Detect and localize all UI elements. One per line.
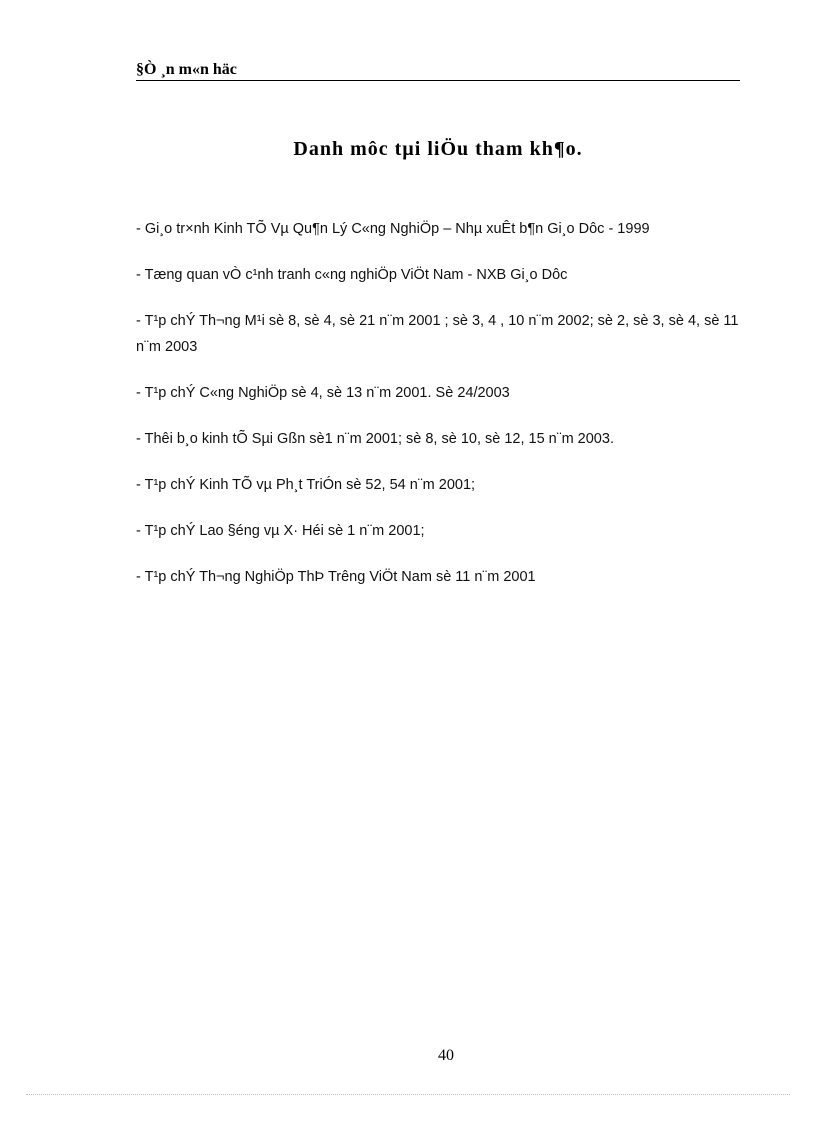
page-bottom-divider <box>26 1094 790 1095</box>
running-header: §Ò ¸n m«n häc <box>136 60 740 81</box>
reference-item: - Gi¸o tr×nh Kinh TÕ Vµ Qu¶n Lý C«ng NghiÖp – Nhµ xuÊt b¶n Gi¸o Dôc - 1999 <box>136 221 650 237</box>
reference-item: - T¹p chÝ C«ng NghiÖp sè 4, sè 13 n¨m 2001. Sè 24/2003 <box>136 385 510 401</box>
reference-item: - T¹p chÝ Lao §éng vµ X· Héi sè 1 n¨m 2001; <box>136 523 425 539</box>
reference-list <box>136 216 740 610</box>
page-number: 40 <box>438 1047 454 1064</box>
reference-item: - Tæng quan vÒ c¹nh tranh c«ng nghiÖp ViÖt Nam - NXB Gi¸o Dôc <box>136 267 568 283</box>
reference-item: - T¹p chÝ Th¬ng NghiÖp ThÞ Trêng ViÖt Nam sè 11 n¨m 2001 <box>136 569 536 585</box>
reference-item: - T¹p chÝ Th¬ng M¹i sè 8, sè 4, sè 21 n¨m 2001 ; sè 3, 4 , 10 n¨m 2002; sè 2, sè 3, sè 4, sè 11 n¨m 2003 <box>136 313 739 355</box>
reference-item: - Thêi b¸o kinh tÕ Sµi Gßn sè1 n¨m 2001; sè 8, sè 10, sè 12, 15 n¨m 2003. <box>136 431 614 447</box>
page-title: Danh môc tµi liÖu tham kh¶o. <box>293 138 583 160</box>
reference-item: - T¹p chÝ Kinh TÕ vµ Ph¸t TriÓn sè 52, 54 n¨m 2001; <box>136 477 476 493</box>
